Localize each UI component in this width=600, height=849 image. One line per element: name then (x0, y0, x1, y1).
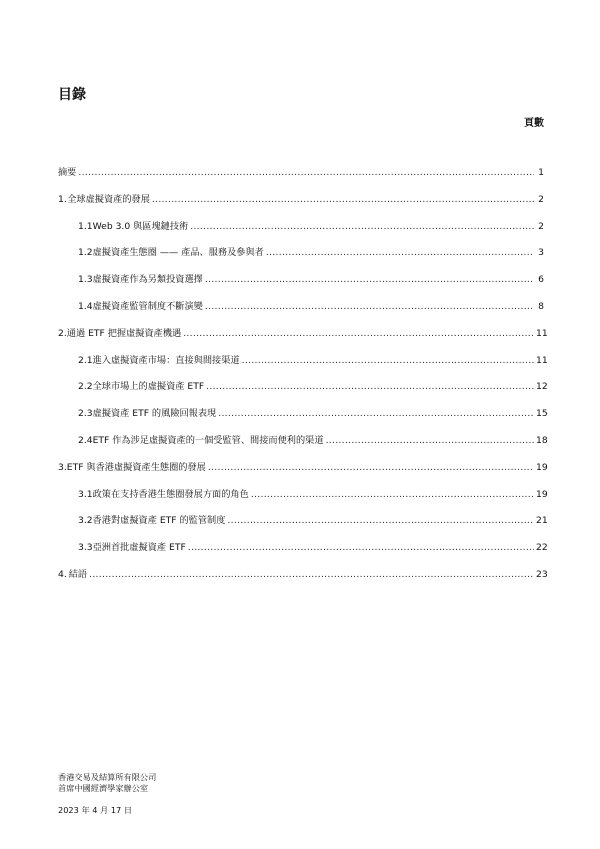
toc-entry-number: 3.1 (78, 488, 93, 500)
toc-entry-page: 2 (538, 220, 544, 232)
toc-entry-page: 11 (536, 327, 548, 339)
toc-entry-page: 15 (536, 408, 548, 420)
toc-entry-label: ETF 與香港虛擬資產生態圈的發展 (66, 461, 206, 473)
dot-leader (205, 273, 534, 287)
toc-entry-number: 2.3 (78, 408, 93, 420)
toc-entry-label: 虛擬資產監管制度不斷演變 (92, 301, 203, 312)
dot-leader (183, 327, 534, 341)
toc-entry-label: 亞洲首批虛擬資產 ETF (92, 542, 186, 554)
page-column-header: 頁數 (524, 118, 544, 129)
toc-entry[interactable] (58, 568, 548, 582)
toc-entry-number: 3.3 (78, 542, 93, 554)
dot-leader (251, 488, 534, 502)
toc-entry-number: 3. (58, 461, 67, 473)
toc-entry[interactable] (78, 380, 548, 394)
toc-entry[interactable] (78, 541, 548, 555)
toc-entry-page: 21 (536, 515, 548, 527)
toc-entry-page: 19 (536, 488, 548, 500)
toc-entry-page: 22 (536, 542, 548, 554)
dot-leader (152, 193, 534, 207)
toc-entry-label: ETF 作為涉足虛擬資產的一個受監管、間接而便利的渠道 (92, 435, 324, 446)
toc-entry-label: 全球虛擬資產的發展 (67, 193, 150, 205)
toc-entry[interactable] (78, 434, 548, 448)
dot-leader (242, 354, 534, 368)
toc-entry-label: 摘要 (58, 167, 77, 178)
dot-leader (326, 434, 534, 448)
toc-entry-number: 1. (58, 193, 67, 205)
toc-entry-number: 2.2 (78, 381, 93, 393)
toc-entry-number: 1.1 (78, 220, 93, 232)
toc-entry[interactable] (58, 193, 544, 207)
footer-date: 2023 年 4 月 17 日 (58, 805, 133, 815)
toc-entry-number: 1.4 (78, 301, 93, 312)
footer (58, 772, 156, 816)
toc-entry-label: 結語 (68, 569, 88, 580)
toc-entry-number: 4. (58, 569, 67, 580)
toc-entry[interactable] (58, 166, 544, 180)
toc-entry-label: 全球市場上的虛擬資產 ETF (92, 381, 205, 393)
toc-entry-page: 12 (536, 381, 548, 393)
toc-entry-label: 虛擬資產生態圈 —— 產品、服務及參與者 (92, 247, 264, 259)
dot-leader (89, 568, 534, 582)
footer-office: 首席中國經濟學家辦公室 (58, 783, 149, 793)
toc-entry-page: 6 (538, 274, 544, 286)
toc-entry-number: 3.2 (78, 515, 93, 527)
toc-entry-number: 2.1 (78, 354, 93, 366)
dot-leader (227, 514, 534, 528)
toc-entry-page: 3 (538, 247, 544, 259)
toc-entry-page: 1 (538, 167, 544, 178)
toc-entry-number: 1.3 (78, 274, 93, 286)
toc-entry[interactable] (58, 461, 548, 475)
toc-entry-number: 2. (58, 327, 67, 339)
toc-entry-page: 19 (536, 461, 548, 473)
toc-entry[interactable] (78, 407, 548, 421)
toc-entry-label: Web 3.0 與區塊鏈技術 (92, 220, 189, 232)
dot-leader (78, 166, 534, 180)
dot-leader (190, 220, 534, 234)
footer-organization: 香港交易及結算所有限公司 (58, 772, 157, 782)
toc-entry-page: 18 (536, 435, 548, 446)
toc-entry[interactable] (78, 354, 548, 368)
dot-leader (206, 380, 534, 394)
toc-entry-label: 通過 ETF 把握虛擬資產機遇 (66, 327, 182, 339)
toc-entry[interactable] (78, 220, 544, 234)
dot-leader (208, 461, 534, 475)
toc-entry-number: 1.2 (78, 247, 93, 259)
dot-leader (188, 541, 534, 555)
dot-leader (205, 300, 534, 314)
toc-entry-page: 8 (538, 301, 544, 312)
toc-entry-label: 香港對虛擬資產 ETF 的監管制度 (92, 515, 226, 527)
toc-entry-page: 11 (536, 354, 548, 366)
toc-title: 目錄 (58, 87, 86, 103)
toc-entry[interactable] (78, 273, 544, 287)
toc-entry[interactable] (78, 514, 548, 528)
toc-entry-page: 2 (538, 193, 544, 205)
toc-entry-label: 政策在支持香港生態圈發展方面的角色 (92, 488, 249, 500)
toc-entry[interactable] (78, 246, 544, 260)
toc-entry-number: 2.4 (78, 435, 93, 446)
toc-entry-label: 虛擬資產作為另類投資選擇 (92, 274, 203, 286)
toc-entry[interactable] (78, 300, 544, 314)
toc-entry-label: 進入虛擬資產市場：直接與間接渠道 (92, 354, 240, 366)
dot-leader (266, 246, 534, 260)
dot-leader (218, 407, 534, 421)
toc-entry[interactable] (58, 327, 548, 341)
toc-entry-page: 23 (536, 569, 548, 580)
toc-entry[interactable] (78, 488, 548, 502)
toc-entry-label: 虛擬資產 ETF 的風險回報表現 (92, 408, 217, 420)
